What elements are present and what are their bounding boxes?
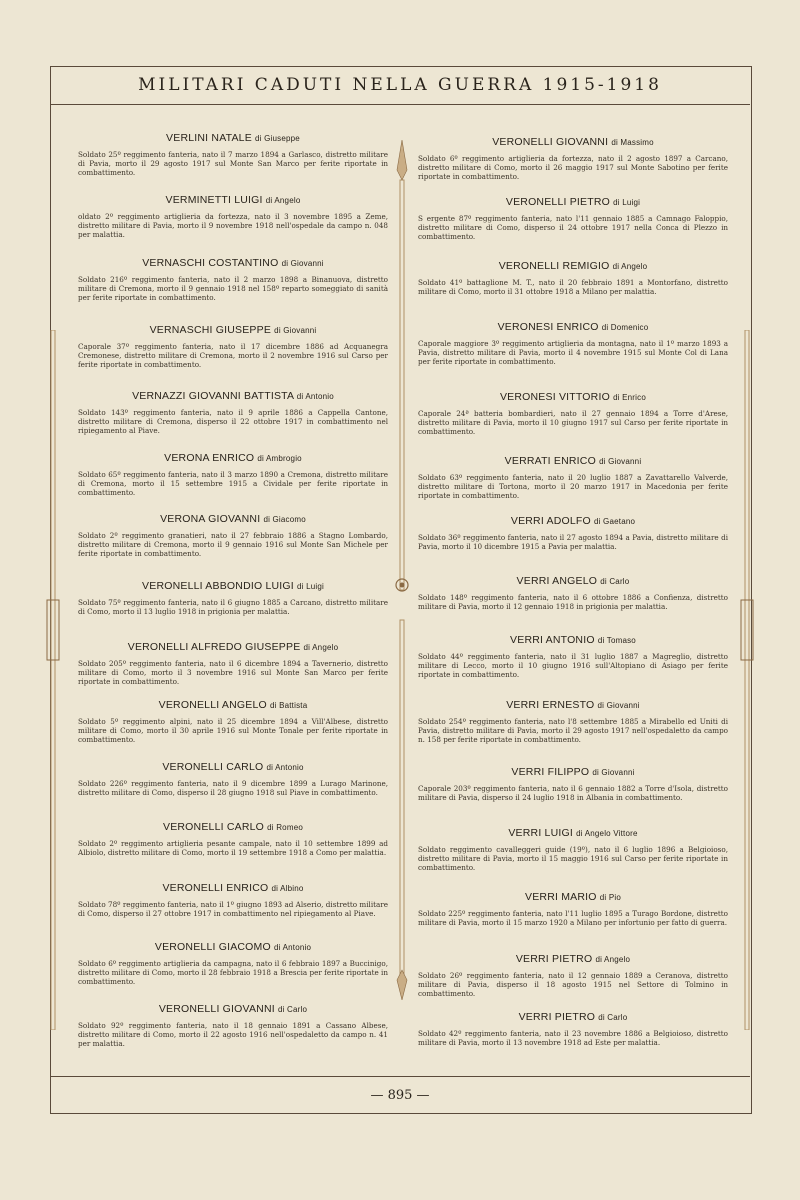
list-item <box>78 580 388 616</box>
entry-description: Soldato 65º reggimento fanteria, nato il 3 marzo 1890 a Cremona, distretto militare di Cremona, morto il 15 settembre 1915 a Cividale per ferite riportate in combattimento. <box>78 470 388 497</box>
soldier-name: VERRI FILIPPO <box>511 766 590 778</box>
entry-description: Soldato 78º reggimento fanteria, nato il 1º giugno 1893 ad Alserio, distretto militare di Como, disperso il 27 ottobre 1917 in combattimento nel ripiegamento al Piave. <box>78 900 388 918</box>
list-item <box>78 941 388 986</box>
entry-description: Soldato 6º reggimento artiglieria da campagna, nato il 6 febbraio 1897 a Buccinigo, distretto militare di Como, morto il 28 febbraio 1918 a Brescia per ferite riportate in combattimento. <box>78 959 388 986</box>
father-name: di Ambrogio <box>257 454 302 463</box>
list-item <box>418 634 728 679</box>
father-name: di Giuseppe <box>255 134 300 143</box>
list-item <box>418 891 728 927</box>
list-item <box>418 391 728 436</box>
soldier-name: VERONELLI CARLO <box>162 761 264 773</box>
soldier-name: VERRI LUIGI <box>508 827 573 839</box>
list-item <box>78 257 388 302</box>
entry-description: Soldato 216º reggimento fanteria, nato il 2 marzo 1898 a Binanuova, distretto militare di Cremona, morto il 9 gennaio 1918 nel 158º reparto someggiato di sanità per ferite riportate in combattimento. <box>78 275 388 302</box>
soldier-name: VERONA GIOVANNI <box>160 513 261 525</box>
list-item <box>418 321 728 366</box>
entry-description: Soldato 226º reggimento fanteria, nato il 9 dicembre 1899 a Lurago Marinone, distretto militare di Como, disperso il 28 giugno 1918 sul Piave in combattimento. <box>78 779 388 797</box>
soldier-name: VERONELLI CARLO <box>162 821 265 833</box>
father-name: di Angelo <box>265 196 301 205</box>
father-name: di Giovanni <box>281 259 324 268</box>
entry-description: Soldato 254º reggimento fanteria, nato l'8 settembre 1885 a Mirabello ed Uniti di Pavia, distretto militare di Pavia, morto il 29 agosto 1917 nell'ospedaletto da campo n. 158 per ferite riportate in combattimento. <box>418 717 728 744</box>
list-item <box>78 761 388 797</box>
list-item <box>78 452 388 497</box>
father-name: di Luigi <box>297 582 324 591</box>
entry-description: S ergente 87º reggimento fanteria, nato l'11 gennaio 1885 a Camnago Faloppio, distretto militare di Como, disperso il 24 ottobre 1917 nella Conca di Plezzo in combattimento. <box>418 214 728 241</box>
father-name: di Angelo <box>595 955 631 964</box>
father-name: di Romeo <box>267 823 303 832</box>
list-item <box>78 821 388 857</box>
entry-description: Soldato 42º reggimento fanteria, nato il 23 novembre 1886 a Belgioioso, distretto militare di Pavia, morto il 13 novembre 1918 ad Este per malattia. <box>418 1029 728 1047</box>
father-name: di Carlo <box>600 577 630 586</box>
father-name: di Antonio <box>266 763 304 772</box>
list-item <box>418 260 728 296</box>
list-item <box>78 1003 388 1048</box>
entry-description: Soldato 26º reggimento fanteria, nato il 12 gennaio 1889 a Ceranova, distretto militare di Pavia, disperso il 18 agosto 1915 nel Settore di Tolmino in combattimento. <box>418 971 728 998</box>
soldier-name: VERONELLI REMIGIO <box>498 260 610 272</box>
father-name: di Albino <box>271 884 304 893</box>
soldier-name: VERNAZZI GIOVANNI BATTISTA <box>132 390 294 402</box>
soldier-name: VERRATI ENRICO <box>504 455 596 467</box>
father-name: di Giovanni <box>274 326 317 335</box>
list-item <box>418 699 728 744</box>
father-name: di Antonio <box>296 392 334 401</box>
footer-band <box>50 1076 750 1113</box>
entry-description: Soldato 2º reggimento granatieri, nato il 27 febbraio 1886 a Stagno Lombardo, distretto militare di Cremona, morto il 9 gennaio 1916 sul Monte San Michele per ferite riportate in combattimento. <box>78 531 388 558</box>
entry-description: Soldato 25º reggimento fanteria, nato il 7 marzo 1894 a Garlasco, distretto militare di Pavia, morto il 29 agosto 1917 sul Monte San Marco per ferite riportate in combattimento. <box>78 150 388 177</box>
soldier-name: VERONA ENRICO <box>164 452 255 464</box>
page-title: MILITARI CADUTI NELLA GUERRA 1915-1918 <box>138 75 662 95</box>
entry-description: Soldato 44º reggimento fanteria, nato il 31 luglio 1887 a Magreglio, distretto militare di Lecco, morto il 10 giugno 1916 sull'Altopiano di Asiago per ferite riportate in combattimento. <box>418 652 728 679</box>
soldier-name: VERNASCHI GIUSEPPE <box>149 324 272 336</box>
list-item <box>78 132 388 177</box>
soldier-name: VERONELLI PIETRO <box>505 196 611 208</box>
entry-description: oldato 2º reggimento artiglieria da fortezza, nato il 3 novembre 1895 a Zeme, distretto militare di Pavia, morto il 9 novembre 1918 nell'ospedale da campo n. 048 per malattia. <box>78 212 388 239</box>
father-name: di Enrico <box>613 393 647 402</box>
soldier-name: VERRI ANGELO <box>516 575 598 587</box>
father-name: di Domenico <box>601 323 649 332</box>
list-item <box>418 196 728 241</box>
soldier-name: VERONELLI ANGELO <box>158 699 267 711</box>
list-item <box>418 1011 728 1047</box>
father-name: di Giovanni <box>592 768 635 777</box>
entry-description: Caporale 37º reggimento fanteria, nato il 17 dicembre 1886 ad Acquanegra Cremonese, distretto militare di Cremona, morto il 2 novembre 1916 sul Carso per ferite riportate in combattimento. <box>78 342 388 369</box>
list-item <box>78 390 388 435</box>
father-name: di Angelo <box>303 643 339 652</box>
father-name: di Angelo Vittore <box>576 829 638 838</box>
entry-description: Caporale 203º reggimento fanteria, nato il 6 gennaio 1882 a Torre d'Isola, distretto militare di Pavia, disperso il 24 luglio 1918 in Albania in combattimento. <box>418 784 728 802</box>
father-name: di Pio <box>599 893 621 902</box>
soldier-name: VERRI ERNESTO <box>506 699 595 711</box>
list-item <box>78 882 388 918</box>
soldier-name: VERRI ANTONIO <box>510 634 595 646</box>
entry-description: Soldato 148º reggimento fanteria, nato il 6 ottobre 1886 a Confienza, distretto militare di Pavia, morto il 12 gennaio 1918 in prigionia per malattia. <box>418 593 728 611</box>
list-item <box>418 455 728 500</box>
list-item <box>418 827 728 872</box>
entry-description: Soldato 75º reggimento fanteria, nato il 6 giugno 1885 a Carcano, distretto militare di Como, morto il 13 luglio 1918 in prigionia per malattia. <box>78 598 388 616</box>
list-item <box>78 699 388 744</box>
soldier-name: VERNASCHI COSTANTINO <box>142 257 279 269</box>
father-name: di Gaetano <box>594 517 636 526</box>
list-item <box>418 766 728 802</box>
soldier-name: VERRI MARIO <box>525 891 597 903</box>
soldier-name: VERONESI VITTORIO <box>499 391 610 403</box>
list-item <box>418 953 728 998</box>
left-margin-ornament <box>46 330 60 1030</box>
father-name: di Battista <box>270 701 308 710</box>
list-item <box>78 513 388 558</box>
entry-description: Caporale 24ª batteria bombardieri, nato il 27 gennaio 1894 a Torre d'Arese, distretto militare di Pavia, morto il 10 giugno 1917 sul Carso per ferite riportate in combattimento. <box>418 409 728 436</box>
entry-description: Soldato reggimento cavalleggeri guide (19º), nato il 6 luglio 1896 a Belgioioso, distretto militare di Pavia, morto il 15 maggio 1916 sul Carso per ferite riportate in combattimento. <box>418 845 728 872</box>
list-item <box>418 515 728 551</box>
page-number: — 895 — <box>370 1087 430 1103</box>
soldier-name: VERONELLI GIACOMO <box>154 941 271 953</box>
soldier-name: VERONESI ENRICO <box>497 321 599 333</box>
father-name: di Massimo <box>611 138 654 147</box>
list-item <box>78 324 388 369</box>
entry-description: Soldato 63º reggimento fanteria, nato il 20 luglio 1887 a Zavattarello Valverde, distretto militare di Tortona, morto il 20 marzo 1917 in Macedonia per ferite riportate in combattimento. <box>418 473 728 500</box>
soldier-name: VERONELLI GIOVANNI <box>492 136 609 148</box>
list-item <box>78 641 388 686</box>
entry-description: Soldato 5º reggimento alpini, nato il 25 dicembre 1894 a Vill'Albese, distretto militare di Como, morto il 30 aprile 1916 sul Monte Tonale per ferite riportate in combattimento. <box>78 717 388 744</box>
soldier-name: VERONELLI ABBONDIO LUIGI <box>142 580 294 592</box>
father-name: di Angelo <box>612 262 648 271</box>
father-name: di Giovanni <box>597 701 640 710</box>
entry-description: Caporale maggiore 3º reggimento artiglieria da montagna, nato il 1º marzo 1893 a Pavia, distretto militare di Pavia, morto il 4 novembre 1915 sul Monte Col di Lana per ferite riportate in combattimento. <box>418 339 728 366</box>
soldier-name: VERONELLI ALFREDO GIUSEPPE <box>127 641 301 653</box>
father-name: di Giacomo <box>263 515 306 524</box>
soldier-name: VERRI ADOLFO <box>510 515 591 527</box>
list-item <box>418 575 728 611</box>
father-name: di Tomaso <box>597 636 636 645</box>
title-band <box>50 66 750 105</box>
entry-description: Soldato 2º reggimento artiglieria pesante campale, nato il 10 settembre 1899 ad Albiolo, distretto militare di Como, morto il 19 settembre 1918 a Como per malattia. <box>78 839 388 857</box>
entry-description: Soldato 92º reggimento fanteria, nato il 18 gennaio 1891 a Cassano Albese, distretto militare di Como, morto il 22 agosto 1916 nell'ospedaletto da campo n. 41 per malattia. <box>78 1021 388 1048</box>
right-column <box>418 110 728 1070</box>
soldier-name: VERLINI NATALE <box>166 132 252 144</box>
soldier-name: VERMINETTI LUIGI <box>165 194 263 206</box>
right-margin-ornament <box>740 330 754 1030</box>
soldier-name: VERRI PIETRO <box>518 1011 596 1023</box>
soldier-name: VERONELLI GIOVANNI <box>158 1003 275 1015</box>
father-name: di Giovanni <box>599 457 642 466</box>
entry-description: Soldato 205º reggimento fanteria, nato il 6 dicembre 1894 a Tavernerio, distretto militare di Como, morto il 3 novembre 1916 sul Monte San Marco per ferite riportate in combattimento. <box>78 659 388 686</box>
entry-description: Soldato 6º reggimento artiglieria da fortezza, nato il 2 agosto 1897 a Carcano, distretto militare di Como, morto il 26 maggio 1917 sul Monte Sabotino per ferite riportate in combattimento. <box>418 154 728 181</box>
father-name: di Carlo <box>277 1005 308 1014</box>
soldier-name: VERONELLI ENRICO <box>162 882 269 894</box>
list-item <box>418 136 728 181</box>
entry-description: Soldato 225º reggimento fanteria, nato l'11 luglio 1895 a Turago Bordone, distretto militare di Pavia, morto il 15 marzo 1920 a Milano per infortunio per fatto di guerra. <box>418 909 728 927</box>
list-item <box>78 194 388 239</box>
entry-description: Soldato 36º reggimento fanteria, nato il 27 agosto 1894 a Pavia, distretto militare di Pavia, morto il 10 dicembre 1915 a Pavia per malattia. <box>418 533 728 551</box>
entry-description: Soldato 143º reggimento fanteria, nato il 9 aprile 1886 a Cappella Cantone, distretto militare di Cremona, disperso il 22 ottobre 1917 in combattimento nel ripiegamento al Piave. <box>78 408 388 435</box>
father-name: di Antonio <box>274 943 312 952</box>
center-ornament-column <box>395 140 409 1000</box>
entry-description: Soldato 41º battaglione M. T., nato il 20 febbraio 1891 a Montorfano, distretto militare di Como, morto il 31 ottobre 1918 a Milano per malattia. <box>418 278 728 296</box>
left-column <box>78 110 388 1070</box>
father-name: di Carlo <box>598 1013 628 1022</box>
father-name: di Luigi <box>613 198 641 207</box>
soldier-name: VERRI PIETRO <box>515 953 593 965</box>
